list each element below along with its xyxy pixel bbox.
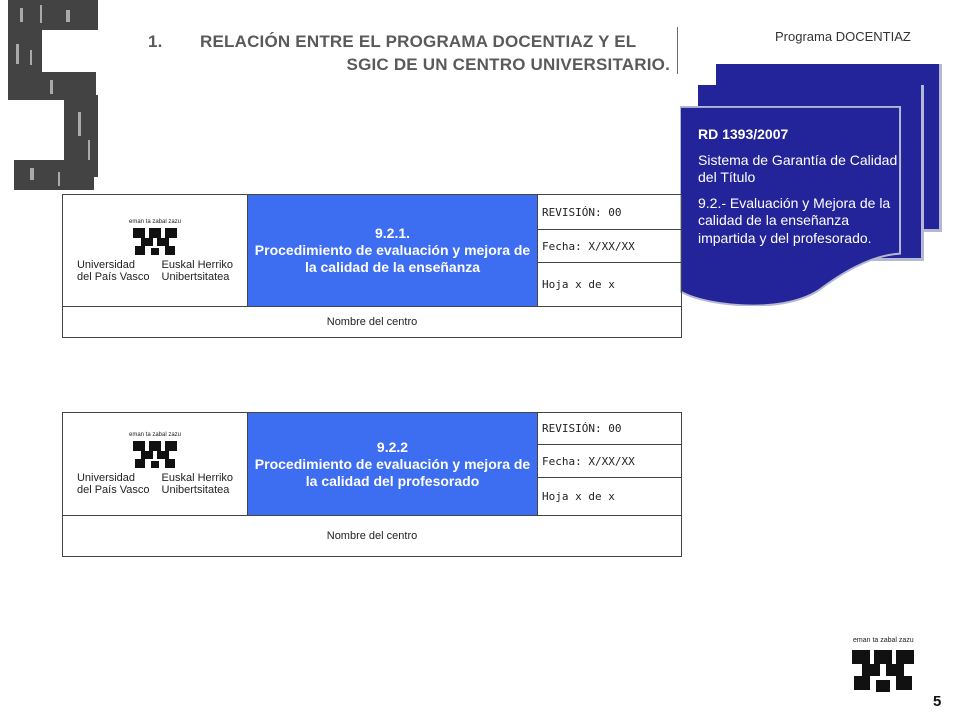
card-body: 9.2.- Evaluación y Mejora de la calidad de la enseñanza impartida y del profesorado. <box>698 194 891 246</box>
logo-name-eu-2: Unibertsitatea <box>161 484 230 496</box>
procedure-title-cell <box>248 195 538 307</box>
corner-logo-motto: eman ta zabal zazu <box>853 637 914 644</box>
page-number: 5 <box>933 693 942 710</box>
logo-name-eu-2: Unibertsitatea <box>161 270 230 283</box>
program-label: Programa DOCENTIAZ <box>775 29 911 44</box>
title-line-1: RELACIÓN ENTRE EL PROGRAMA DOCENTIAZ Y EL <box>200 32 637 51</box>
section-number: 1. <box>148 32 163 51</box>
page-cell: Hoja x de x <box>538 263 682 307</box>
page-cell: Hoja x de x <box>538 478 682 516</box>
procedure-title-cell <box>248 413 538 516</box>
big-number-five-graphic <box>0 0 105 205</box>
logo-name-es-2: del País Vasco <box>76 484 150 496</box>
procedure-code: 9.2.1. <box>374 225 411 241</box>
university-logo-icon <box>131 226 179 256</box>
university-logo-icon <box>131 439 179 469</box>
logo-motto: eman ta zabal zazu <box>128 218 182 225</box>
title-line-2: SGIC DE UN CENTRO UNIVERSITARIO. <box>346 55 670 74</box>
procedure-title: Procedimiento de evaluación y mejora de la calidad del profesorado <box>254 455 531 489</box>
logo-name-es-1: Universidad <box>76 258 136 271</box>
logo-name-eu-1: Euskal Herriko <box>161 472 234 484</box>
revision-cell: REVISIÓN: 00 <box>538 195 682 230</box>
date-cell: Fecha: X/XX/XX <box>538 230 682 263</box>
center-name-cell: Nombre del centro <box>63 516 682 557</box>
center-name-cell: Nombre del centro <box>63 307 682 338</box>
procedure-header-table-1 <box>62 194 682 338</box>
logo-name-es-1: Universidad <box>76 472 136 484</box>
procedure-code: 9.2.2 <box>376 438 409 455</box>
title-divider <box>677 27 678 74</box>
corner-university-logo-icon <box>848 630 918 696</box>
date-cell: Fecha: X/XX/XX <box>538 445 682 478</box>
card-title: RD 1393/2007 <box>698 126 789 142</box>
logo-name-es-2: del País Vasco <box>76 270 150 283</box>
card-subtitle: Sistema de Garantía de Calidad del Título <box>698 151 898 185</box>
logo-name-eu-1: Euskal Herriko <box>161 258 234 271</box>
card-text <box>698 126 898 255</box>
procedure-header-table-2 <box>62 412 682 557</box>
logo-cell <box>63 413 248 516</box>
revision-cell: REVISIÓN: 00 <box>538 413 682 445</box>
procedure-title: Procedimiento de evaluación y mejora de la calidad de la enseñanza <box>254 242 531 275</box>
logo-motto: eman ta zabal zazu <box>128 432 182 438</box>
logo-cell <box>63 195 248 307</box>
